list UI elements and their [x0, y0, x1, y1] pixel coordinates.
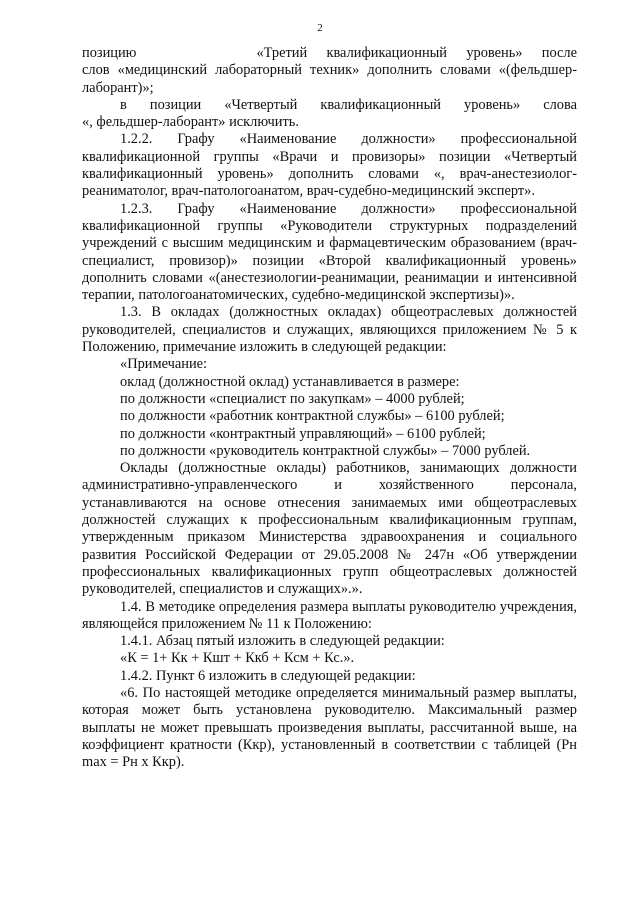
paragraph: 1.3. В окладах (должностных окладах) общеотраслевых должностей руководителей, специалистов и служащих, являющихся приложением № 5 к Положению, примечание изложить в следующей редакции: [82, 304, 577, 356]
paragraph: Оклады (должностные оклады) работников, занимающих должности административно-управленческого и хозяйственного персонала, устанавливаются на основе отнесения занимаемых ими общеотраслевых должностей служащих к профессиональным квалификационным группам, утвержденным приказом Министерства здравоохранения и социального развития Российской Федерации от 29.05.2008 № 247н «Об утверждении профессиональных квалификационных групп общеотраслевых должностей руководителей, специалистов и служащих».». [82, 460, 577, 598]
paragraph: «, фельдшер-лаборант» исключить. [82, 114, 299, 131]
paragraph: 1.4. В методике определения размера выплаты руководителю учреждения, являющейся приложением № 11 к Положению: [82, 598, 577, 632]
paragraph: «К = 1+ Кк + Кшт + Ккб + Ксм + Кс.». [120, 650, 355, 667]
paragraph: в позиции «Четвертый квалификационный уровень» слова [120, 96, 577, 113]
paragraph: «6. По настоящей методике определяется минимальный размер выплаты, которая может быть установлена руководителю. Максимальный размер выплаты не может превышать произведения выплаты, рассчитанной выше, на коэффициент кратности (Ккр), установленный в соответствии с таблицей (Рн max = Рн х Ккр). [82, 684, 577, 771]
document-body [82, 45, 577, 771]
paragraph: 1.2.2. Графу «Наименование должности» профессиональной квалификационной группы «Врачи и провизоры» позиции «Четвертый квалификационный уровень» дополнить словами «, врач-анестезиолог-реаниматолог, врач-патологоанатом, врач-судебно-медицинский эксперт». [82, 131, 577, 200]
paragraph: по должности «контрактный управляющий» – 6100 рублей; [120, 425, 486, 442]
paragraph: 1.4.2. Пункт 6 изложить в следующей редакции: [120, 667, 416, 684]
paragraph: по должности «руководитель контрактной службы» – 7000 рублей. [120, 442, 531, 459]
paragraph: 1.2.3. Графу «Наименование должности» профессиональной квалификационной группы «Руководители структурных подразделений учреждений с высшим медицинским и фармацевтическим образованием (врач-специалист, провизор)» позиции «Второй квалификационный уровень» дополнить словами «(анестезиологии-реанимации, реанимации и интенсивной терапии, патологоанатомических, судебно-медицинской экспертизы)». [82, 200, 577, 304]
paragraph-text-part: «Третий квалификационный уровень» после [256, 45, 577, 61]
paragraph: 1.4.1. Абзац пятый изложить в следующей редакции: [120, 633, 445, 650]
paragraph [82, 45, 577, 62]
paragraph: по должности «специалист по закупкам» – 4000 рублей; [120, 390, 465, 407]
paragraph: оклад (должностной оклад) устанавливается в размере: [120, 373, 460, 390]
page-number: 2 [317, 22, 323, 34]
paragraph: «Примечание: [120, 356, 208, 373]
paragraph: слов «медицинский лабораторный техник» дополнить словами «(фельдшер-лаборант)»; [82, 62, 577, 96]
paragraph-text-part: позицию [82, 45, 137, 61]
paragraph: по должности «работник контрактной службы» – 6100 рублей; [120, 408, 505, 425]
